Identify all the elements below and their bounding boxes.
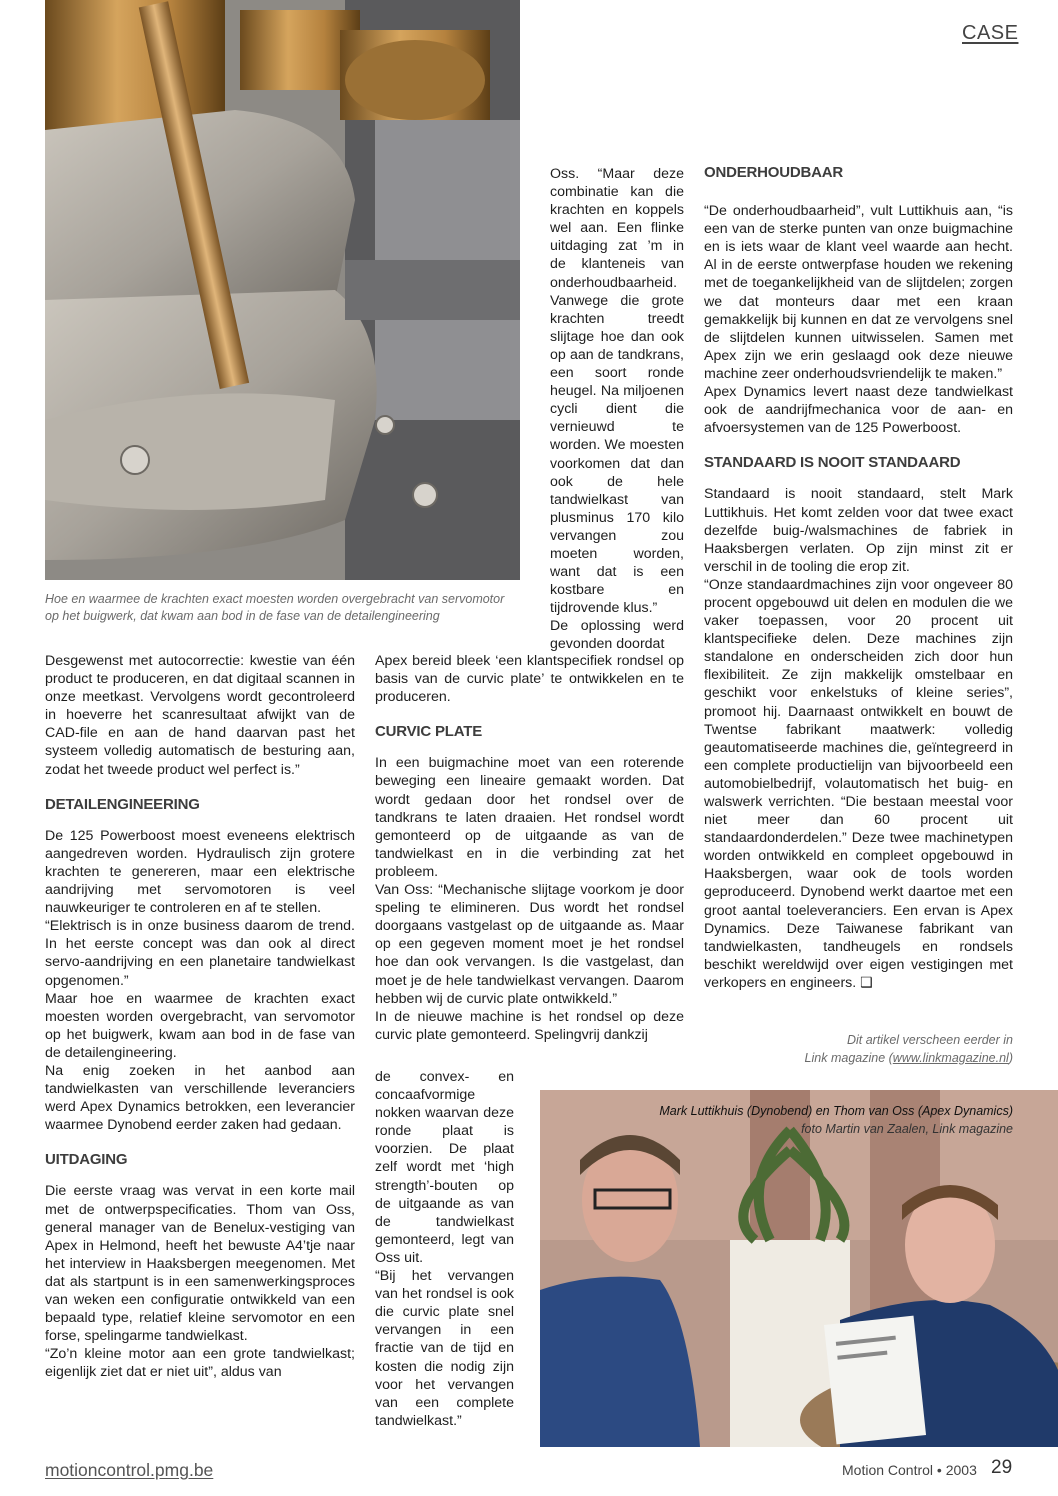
paragraph: In de nieuwe machine is het rondsel op deze curvic plate gemonteerd. Spelingvrij dankzij: [375, 1008, 684, 1043]
paragraph: Apex Dynamics levert naast deze tandwielkast ook de aandrijfmechanica voor de aan- en afvoersystemen van de 125 Powerboost.: [704, 384, 1013, 437]
heading-standaard: STANDAARD IS NOOIT STANDAARD: [704, 454, 961, 472]
photo-caption: Hoe en waarmee de krachten exact moesten worden overgebracht van servomotor op het buigwerk, dat kwam aan bod in de fase van de detailengineering: [45, 592, 505, 623]
heading-curvic-plate: CURVIC PLATE: [375, 723, 483, 741]
heading-uitdaging: UITDAGING: [45, 1151, 128, 1169]
photo-caption-credit: foto Martin van Zaalen, Link magazine: [801, 1122, 1013, 1136]
paragraph: Desgewenst met autocorrectie: kwestie van één product te produceren, en dat digitaal scannen in onze meetkast. Vervolgens wordt gecontroleerd in hoeverre het scanresultaat afwijkt van de CAD-file en aan de hand daarvan past het systeem volledig automatisch de besturing aan, zodat het tweede product wel perfect is.”: [45, 653, 355, 778]
footer-website[interactable]: motioncontrol.pmg.be: [45, 1460, 214, 1480]
paragraph: “Zo’n kleine motor aan een grote tandwielkast; eigenlijk ziet dat er niet uit”, aldus van: [45, 1346, 355, 1381]
photo-caption-overlay: [659, 1102, 1013, 1138]
paragraph: “Bij het vervangen van het rondsel is ook die curvic plate snel vervangen in een fractie van de tijd en kosten die nodig zijn voor het vervangen van een complete tandwielkast.”: [375, 1268, 514, 1429]
paragraph: Apex bereid bleek ‘een klantspecifiek rondsel op basis van de curvic plate’ te ontwikkelen en te produceren.: [375, 653, 684, 706]
page-number: 29: [991, 1457, 1013, 1478]
end-mark: ❑: [860, 974, 873, 991]
photo-caption-names: Mark Luttikhuis (Dynobend) en Thom van Oss (Apex Dynamics): [659, 1104, 1013, 1118]
paragraph: “De onderhoudbaarheid”, vult Luttikhuis aan, “is een van de sterke punten van onze buigmachine en is iets waar de klant veel waarde aan hecht. Al in de eerste ontwerpfase houden we rekening met de toegankelijkheid van de slijtdelen; zorgen we dat monteurs daar met een kraan gemakkelijk bij kunnen en dat ze vervolgens snel de slijtdelen kunnen uitwisselen. Samen met Apex zijn we erin geslaagd ook deze nieuwe machine zeer onderhoudsvriendelijk te maken.”: [704, 203, 1013, 382]
paragraph: Die eerste vraag was vervat in een korte mail met de ontwerpspecificaties. Thom van Oss, general manager van de Benelux-vestiging van Apex in Helmond, heeft het bewuste A4’tje naar het interview in Haaksbergen meegenomen. Met dat als startpunt is in een samenwerkingsproces van weken een configuratie ontwikkeld van een bepaald type, relatief kleine servomotor en een forse, spelingarme tandwielkast.: [45, 1183, 355, 1345]
paragraph: De oplossing werd gevonden doordat: [550, 618, 684, 653]
source-line-2: [704, 1049, 1013, 1067]
source-line-1: Dit artikel verscheen eerder in: [846, 1033, 1013, 1047]
machine-photo: [45, 0, 520, 580]
column-3: [704, 164, 1013, 992]
paragraph: Maar hoe en waarmee de krachten exact moesten worden overgebracht, van servomotor op het buigwerk, kwam aan bod in de fase van de detailengineering.: [45, 990, 355, 1061]
paragraph: “Elektrisch is in onze business daarom de trend. In het eerste concept was dan ook al direct servo-aandrijving en een planetaire tandwielkast opgenomen.”: [45, 918, 355, 989]
paragraph: Na enig zoeken in het aanbod aan tandwielkasten van verschillende leveranciers werd Apex Dynamics betrokken, een leverancier waarmee Dynobend eerder zaken had gedaan.: [45, 1062, 355, 1134]
interview-photo: [540, 1090, 1058, 1447]
paragraph: de convex- en concaafvormige nokken waarvan deze ronde plaat is voorzien. De plaat zelf wordt met ‘high strength’-bouten op de uitgaande as van de tandwielkast gemonteerd, legt van Oss uit.: [375, 1069, 514, 1266]
heading-onderhoudbaar: ONDERHOUDBAAR: [704, 164, 844, 181]
paragraph: [704, 576, 1013, 992]
source-link[interactable]: www.linkmagazine.nl: [892, 1051, 1009, 1065]
source-prefix: Link magazine (: [804, 1051, 893, 1065]
paragraph: De 125 Powerboost moest eveneens elektrisch aangedreven worden. Hydraulisch zijn grotere krachten te genereren, maar een elektrische aandrijving met servomotoren is veel nauwkeuriger te controleren en af te stellen.: [45, 827, 355, 917]
column-1: [45, 652, 355, 1381]
column-2: [375, 652, 684, 1044]
heading-detailengineering: DETAILENGINEERING: [45, 795, 200, 813]
column-2-narrow-bottom: [375, 1068, 514, 1430]
footer-publication: Motion Control • 2003: [842, 1462, 977, 1478]
column-2-narrow: [550, 165, 684, 654]
source-note: [704, 1031, 1013, 1067]
paragraph: In een buigmachine moet van een roterende beweging een lineaire gemaakt worden. Dat wordt gedaan door het rondsel over de tandkrans te laten draaien. Het rondsel wordt gemonteerd op de uitgaande as van de tandwielkast en in die verbinding zat het probleem.: [375, 755, 684, 880]
paragraph: Van Oss: “Mechanische slijtage voorkom je door speling te elimineren. Dus wordt het rondsel doorgaans vastgelast op de uitgaande as. Maar op een gegeven moment moet je het rondsel hoe dan ook vervangen. Is die vastgelast, dan moet je de hele tandwielkast vervangen. Daarom hebben wij de curvic plate ontwikkeld.”: [375, 882, 684, 1007]
interview-photo-illustration: [540, 1090, 1058, 1447]
section-label: CASE: [962, 22, 1019, 44]
paragraph: Standaard is nooit standaard, stelt Mark Luttikhuis. Het komt zelden voor dat twee exact dezelfde buig-/walsmachines de fabriek in Haaksbergen verlaten. Op zijn minst zit er verschil in de tooling die erop zit.: [704, 486, 1013, 575]
paragraph-text: “Onze standaardmachines zijn voor ongeveer 80 procent opgebouwd uit delen en modulen die we vaker toepassen, voor 20 procent uit klantspecifieke delen. Deze machines zijn standalone en onderscheiden zich door hun flexibiliteit. Ze zijn makkelijk omstelbaar en geschikt voor enkelstuks of kleine series”, promoot hij. Daarnaast ontwikkelt en bouwt de Twentse fabrikant maatwerk: volledig geautomatiseerde machines die, geïntegreerd in een complete productielijn van bijvoorbeeld een automobielbedrijf, volautomatisch het buig- en walswerk verrichten. “Die bestaan meestal voor niet meer dan 60 procent uit standaardonderdelen.” Deze twee machinetypen worden ontwikkeld en compleet opgebouwd in Haaksbergen, waar ook de tools worden geproduceerd. Dynobend werkt daartoe met een groot aantal toeleveranciers. Een ervan is Apex Dynamics. Deze Taiwanese fabrikant van tandwielkasten, tandheugels en rondsels beschikt wereldwijd over eigen vestigingen met verkopers en engineers.: [704, 576, 1013, 991]
machine-photo-illustration: [45, 0, 520, 580]
source-suffix: ): [1008, 1051, 1013, 1065]
paragraph: Oss. “Maar deze combinatie kan die krachten en koppels wel aan. Een flinke uitdaging zat ’m in de klanteneis van onderhoudbaarheid. Vanwege die grote krachten treedt slijtage hoe dan ook op aan de tandkrans, een soort ronde heugel. Na miljoenen cycli dient die vernieuwd te worden. We moesten voorkomen dat dan ook de hele tandwielkast van plusminus 170 kilo vervangen zou moeten worden, want dat is een kostbare en tijdrovende klus.”: [550, 166, 684, 617]
